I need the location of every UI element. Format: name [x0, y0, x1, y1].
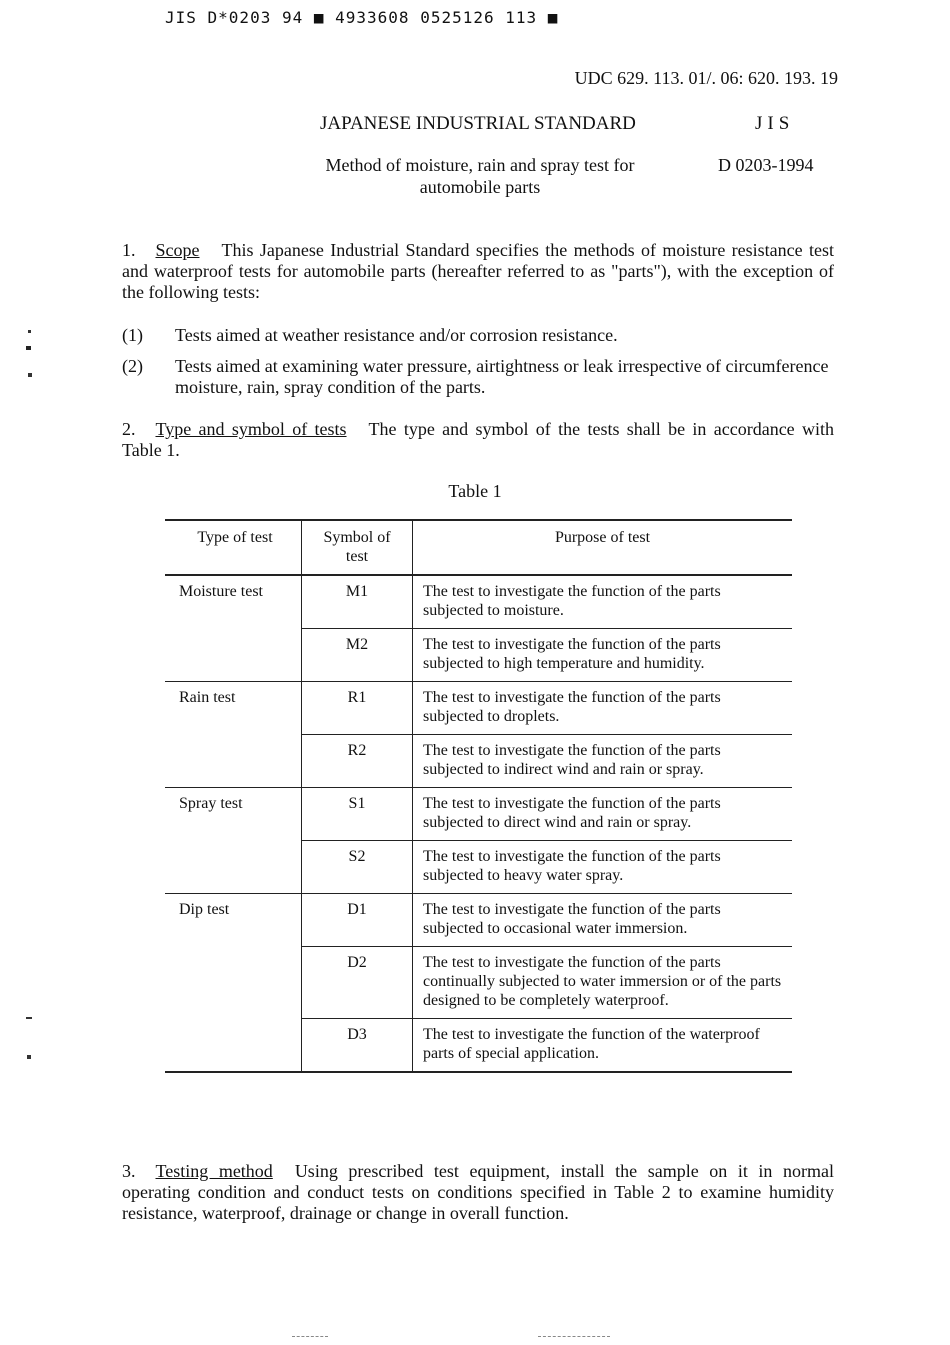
- cell-purpose: The test to investigate the function of the parts subjected to direct wind and rain or spray.: [413, 788, 793, 841]
- document-number: D 0203-1994: [718, 155, 814, 175]
- cell-purpose: The test to investigate the function of the parts subjected to moisture.: [413, 575, 793, 629]
- section-text: The type and symbol of the tests shall be in accordance with Table 1.: [122, 419, 835, 460]
- section-text: This Japanese Industrial Standard specifies the methods of moisture resistance test and waterproof tests for automobile parts (hereafter referred to as "parts"), with the exception of the following tests:: [122, 240, 834, 302]
- cell-purpose: The test to investigate the function of the parts subjected to heavy water spray.: [413, 841, 793, 894]
- section-3-testing-method: [122, 1161, 834, 1224]
- document-title: Method of moisture, rain and spray test for automobile parts: [325, 155, 635, 197]
- cell-purpose: The test to investigate the function of the parts subjected to indirect wind and rain or spray.: [413, 735, 793, 788]
- header-code-line: JIS D*0203 94 ■ 4933608 0525126 113 ■: [165, 8, 559, 27]
- cell-type: [165, 1019, 302, 1073]
- list-item-text: Tests aimed at examining water pressure, airtightness or leak irrespective of circumference moisture, rain, spray condition of the parts.: [175, 356, 829, 397]
- section-number: 1.: [122, 240, 136, 260]
- section-text: Using prescribed test equipment, install the sample on it in normal operating condition and conduct tests on conditions specified in Table 2 to examine humidity resistance, waterproof, drainage or change in overall function.: [122, 1161, 834, 1223]
- table-row: [165, 788, 792, 841]
- cell-purpose: The test to investigate the function of the waterproof parts of special application.: [413, 1019, 793, 1073]
- cell-symbol: D1: [302, 894, 413, 947]
- table-row: [165, 894, 792, 947]
- table-row: [165, 947, 792, 1019]
- cell-symbol: R1: [302, 682, 413, 735]
- jis-label: JIS: [755, 113, 795, 134]
- table-row: [165, 1019, 792, 1073]
- cell-type: Spray test: [165, 788, 302, 841]
- list-item-label: (1): [122, 325, 143, 345]
- section-number: 2.: [122, 419, 136, 439]
- scan-speck: [26, 1017, 32, 1019]
- scan-speck: [27, 1055, 31, 1059]
- cell-type: [165, 947, 302, 1019]
- scan-speck: [28, 373, 32, 377]
- table-row: [165, 841, 792, 894]
- section-heading: Type and symbol of tests: [155, 419, 347, 439]
- cell-type: [165, 735, 302, 788]
- table-row: [165, 735, 792, 788]
- scan-speck: [538, 1336, 610, 1338]
- cell-symbol: S1: [302, 788, 413, 841]
- scan-speck: [26, 346, 31, 350]
- table-row: [165, 575, 792, 629]
- scan-speck: [292, 1336, 328, 1338]
- cell-purpose: The test to investigate the function of the parts subjected to high temperature and humidity.: [413, 629, 793, 682]
- table-row: [165, 682, 792, 735]
- column-header-purpose: Purpose of test: [413, 520, 793, 575]
- section-heading: Testing method: [155, 1161, 273, 1181]
- list-item: [122, 325, 834, 346]
- section-heading: Scope: [155, 240, 200, 260]
- cell-purpose: The test to investigate the function of the parts continually subjected to water immersion or of the parts designed to be completely waterproof.: [413, 947, 793, 1019]
- table-caption: Table 1: [448, 481, 502, 501]
- cell-type: [165, 629, 302, 682]
- cell-symbol: S2: [302, 841, 413, 894]
- cell-symbol: M1: [302, 575, 413, 629]
- column-header-symbol: Symbol of test: [302, 520, 413, 575]
- section-1-scope: [122, 240, 834, 303]
- cell-type: Dip test: [165, 894, 302, 947]
- cell-type: Moisture test: [165, 575, 302, 629]
- cell-symbol: D3: [302, 1019, 413, 1073]
- cell-symbol: R2: [302, 735, 413, 788]
- section-number: 3.: [122, 1161, 136, 1181]
- cell-type: [165, 841, 302, 894]
- standard-title: JAPANESE INDUSTRIAL STANDARD: [320, 113, 636, 134]
- list-item: [122, 356, 834, 398]
- cell-purpose: The test to investigate the function of the parts subjected to droplets.: [413, 682, 793, 735]
- section-2-types: [122, 419, 834, 461]
- cell-symbol: D2: [302, 947, 413, 1019]
- list-item-label: (2): [122, 356, 143, 376]
- cell-purpose: The test to investigate the function of the parts subjected to occasional water immersion.: [413, 894, 793, 947]
- scan-speck: [28, 330, 31, 333]
- cell-symbol: M2: [302, 629, 413, 682]
- list-item-text: Tests aimed at weather resistance and/or corrosion resistance.: [175, 325, 618, 345]
- table-1: [165, 519, 792, 1073]
- column-header-type: Type of test: [165, 520, 302, 575]
- cell-type: Rain test: [165, 682, 302, 735]
- table-row: [165, 629, 792, 682]
- udc-number: UDC 629. 113. 01/. 06: 620. 193. 19: [574, 68, 838, 88]
